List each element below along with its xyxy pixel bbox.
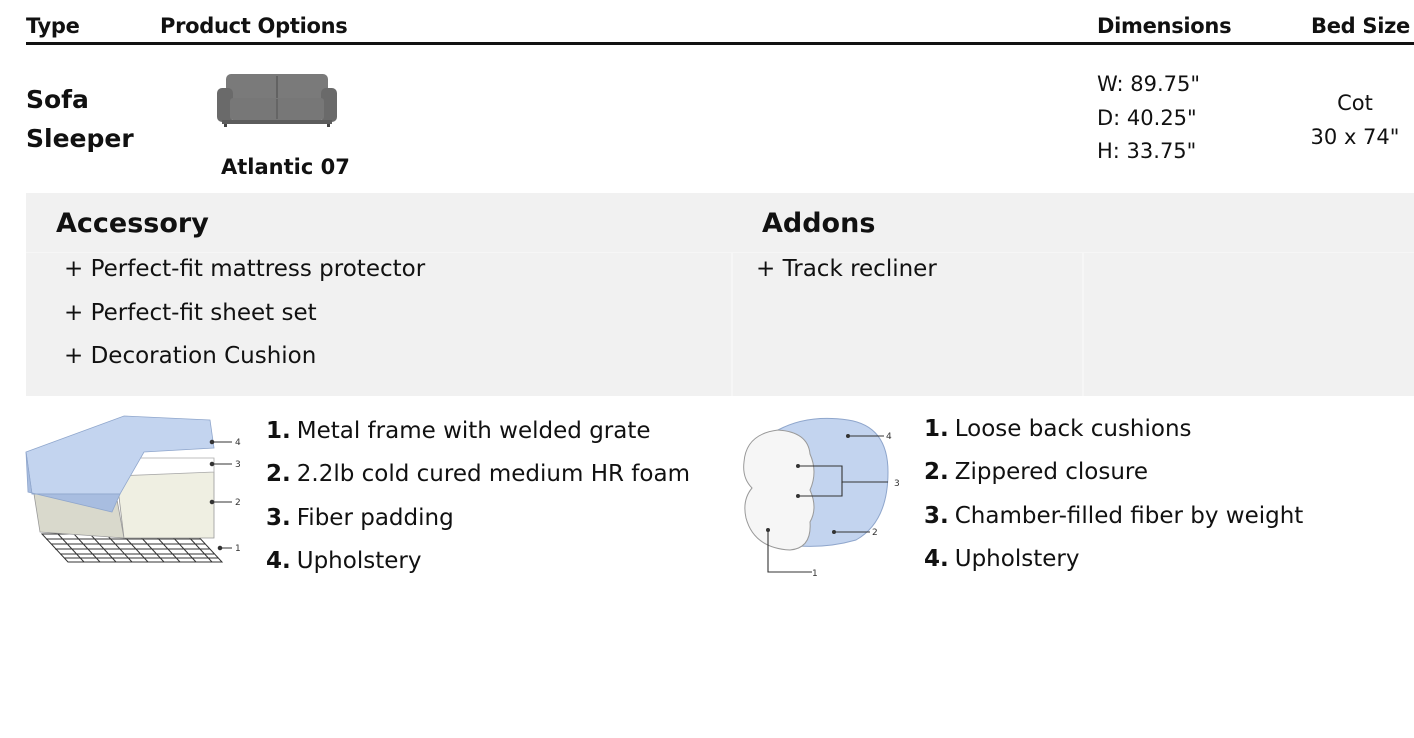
spec-text: Loose back cushions <box>954 416 1192 442</box>
dimension-depth: D: 40.25" <box>1097 105 1197 130</box>
spec-number: 4. <box>266 547 291 574</box>
spec-number: 2. <box>266 461 291 488</box>
addon-item: + Track recliner <box>756 256 937 282</box>
cushion-spec-item <box>924 451 1303 494</box>
panel-divider-right <box>1082 252 1084 396</box>
cushion-callout-3: 3 <box>894 479 900 489</box>
header-dimensions: Dimensions <box>1097 14 1232 38</box>
seat-callout-1: 1 <box>235 544 241 554</box>
cushion-spec-list <box>924 408 1303 581</box>
spec-text: Chamber-filled fiber by weight <box>954 502 1304 529</box>
spec-text: Zippered closure <box>954 459 1149 486</box>
product-dimensions <box>1097 68 1200 169</box>
spec-text: Upholstery <box>954 545 1080 572</box>
spec-number: 1. <box>266 418 291 444</box>
panel-divider <box>731 252 733 396</box>
seat-callout-3: 3 <box>235 460 241 470</box>
seat-construction-diagram <box>24 412 252 582</box>
cushion-callout-2: 2 <box>872 528 878 538</box>
addons-list <box>756 248 937 292</box>
accessory-item: + Perfect-fit mattress protector <box>64 256 426 282</box>
product-type-line1: Sofa <box>26 85 89 114</box>
back-cushion-diagram <box>738 412 910 584</box>
spec-text: Upholstery <box>296 547 422 574</box>
cushion-callout-1: 1 <box>812 569 818 579</box>
seat-spec-list <box>266 410 690 583</box>
cushion-spec-item <box>924 538 1303 581</box>
foam-front <box>116 472 214 538</box>
bed-size <box>1300 86 1410 154</box>
cushion-spec-item <box>924 495 1303 538</box>
addons-title: Addons <box>762 208 876 239</box>
spec-number: 2. <box>924 459 949 486</box>
spec-text: Fiber padding <box>296 504 454 531</box>
spec-number: 3. <box>924 502 949 529</box>
accessory-item: + Decoration Cushion <box>64 343 317 369</box>
cushion-spec-item <box>924 408 1303 451</box>
header-type: Type <box>26 14 80 38</box>
header-bed-size: Bed Size <box>1311 14 1410 38</box>
product-type <box>26 80 134 158</box>
header-product-options: Product Options <box>160 14 348 38</box>
accessory-list <box>64 248 425 379</box>
seat-spec-item <box>266 540 690 583</box>
seat-spec-item <box>266 497 690 540</box>
product-type-line2: Sleeper <box>26 124 134 153</box>
bed-size-line1: Cot <box>1337 91 1373 115</box>
cushion-end <box>744 430 814 550</box>
spec-number: 3. <box>266 504 291 531</box>
accessory-item: + Perfect-fit sheet set <box>64 299 317 326</box>
spec-text: 2.2lb cold cured medium HR foam <box>296 461 690 488</box>
header-divider <box>26 42 1414 45</box>
cushion-callout-4: 4 <box>886 432 892 442</box>
accessory-title: Accessory <box>56 208 209 239</box>
spec-number: 1. <box>924 416 949 442</box>
dimension-width: W: 89.75" <box>1097 72 1201 96</box>
bed-size-line2: 30 x 74" <box>1310 125 1400 149</box>
seat-callout-2: 2 <box>235 498 241 508</box>
spec-number: 4. <box>924 545 949 572</box>
seat-spec-item <box>266 410 690 453</box>
seat-callout-4: 4 <box>235 438 241 448</box>
spec-text: Metal frame with welded grate <box>296 418 651 444</box>
product-name: Atlantic 07 <box>221 155 350 179</box>
seat-spec-item <box>266 453 690 496</box>
dimension-height: H: 33.75" <box>1097 139 1197 163</box>
sofa-image <box>214 72 340 128</box>
